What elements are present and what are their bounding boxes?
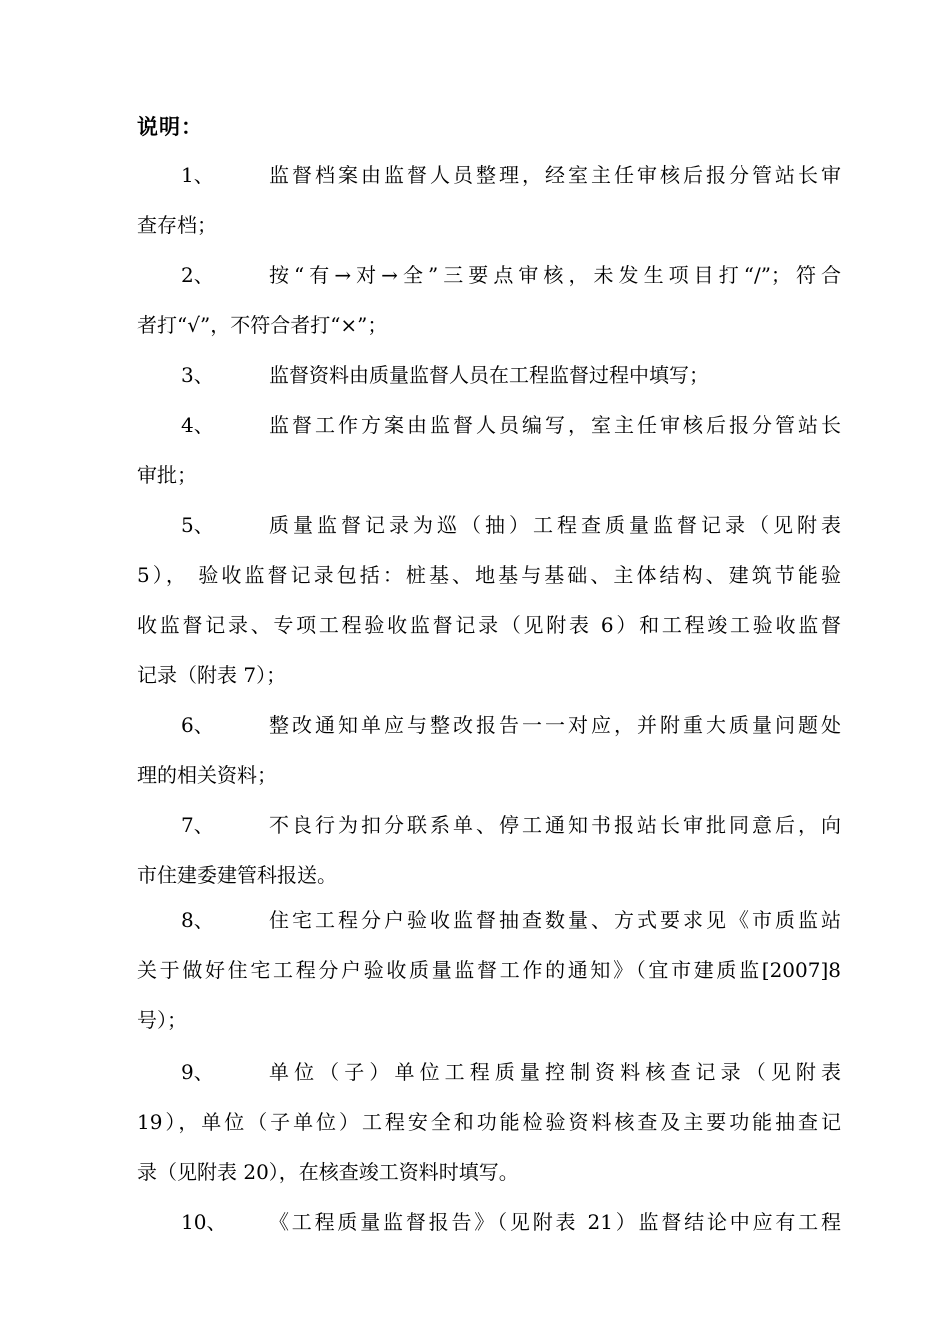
item-text: 质量监督记录为巡（抽）工程查质量监督记录（见附表	[269, 513, 841, 537]
item-text: 监督资料由质量监督人员在工程监督过程中填写；	[269, 363, 709, 387]
item-text-continued: 5）， 验收监督记录包括：桩基、地基与基础、主体结构、建筑节能验	[137, 563, 841, 587]
item-text-continued: 理的相关资料；	[137, 763, 277, 787]
item-text: 《工程质量监督报告》（见附表 21）监督结论中应有工程	[269, 1210, 841, 1234]
item-number: 3、	[181, 363, 214, 387]
list-item	[137, 500, 841, 700]
item-text-continued: 审批；	[137, 463, 197, 487]
item-text-continued: 者打“√”，不符合者打“×”；	[137, 313, 388, 337]
item-text-continued: 关于做好住宅工程分户验收质量监督工作的通知》（宜市建质监[2007]8	[137, 958, 841, 982]
item-number: 5、	[181, 513, 214, 537]
page-title: 说明：	[137, 115, 203, 139]
item-number: 6、	[181, 713, 214, 737]
item-text-continued: 录（见附表 20），在核查竣工资料时填写。	[137, 1160, 519, 1184]
item-text: 不良行为扣分联系单、停工通知书报站长审批同意后，向	[269, 813, 841, 837]
item-text: 监督工作方案由监督人员编写，室主任审核后报分管站长	[269, 413, 841, 437]
list-item	[137, 150, 841, 250]
item-text-continued: 号）；	[137, 1008, 187, 1032]
item-text-continued: 查存档；	[137, 213, 217, 237]
list-item	[137, 400, 841, 500]
item-number: 2、	[181, 263, 214, 287]
item-text: 住宅工程分户验收监督抽查数量、方式要求见《市质监站	[269, 908, 841, 932]
item-text-continued: 市住建委建管科报送。	[137, 863, 337, 887]
list-item	[137, 1197, 841, 1247]
list-item	[137, 895, 841, 1045]
list-item	[137, 800, 841, 900]
item-number: 4、	[181, 413, 214, 437]
item-text: 按“有→对→全”三要点审核，未发生项目打“/”；符合	[269, 263, 841, 287]
item-number: 1、	[181, 163, 214, 187]
item-number: 10、	[181, 1210, 227, 1234]
item-text-continued: 收监督记录、专项工程验收监督记录（见附表 6）和工程竣工验收监督	[137, 613, 841, 637]
item-number: 8、	[181, 908, 214, 932]
item-number: 7、	[181, 813, 214, 837]
list-item	[137, 250, 841, 350]
list-item	[137, 1047, 841, 1197]
list-item	[137, 350, 841, 400]
item-text-continued: 19），单位（子单位）工程安全和功能检验资料核查及主要功能抽查记	[137, 1110, 841, 1134]
item-text: 单位（子）单位工程质量控制资料核查记录（见附表	[269, 1060, 841, 1084]
item-text: 整改通知单应与整改报告一一对应，并附重大质量问题处	[269, 713, 841, 737]
list-item	[137, 700, 841, 800]
item-text: 监督档案由监督人员整理，经室主任审核后报分管站长审	[269, 163, 841, 187]
item-number: 9、	[181, 1060, 214, 1084]
item-text-continued: 记录（附表 7）；	[137, 663, 287, 687]
